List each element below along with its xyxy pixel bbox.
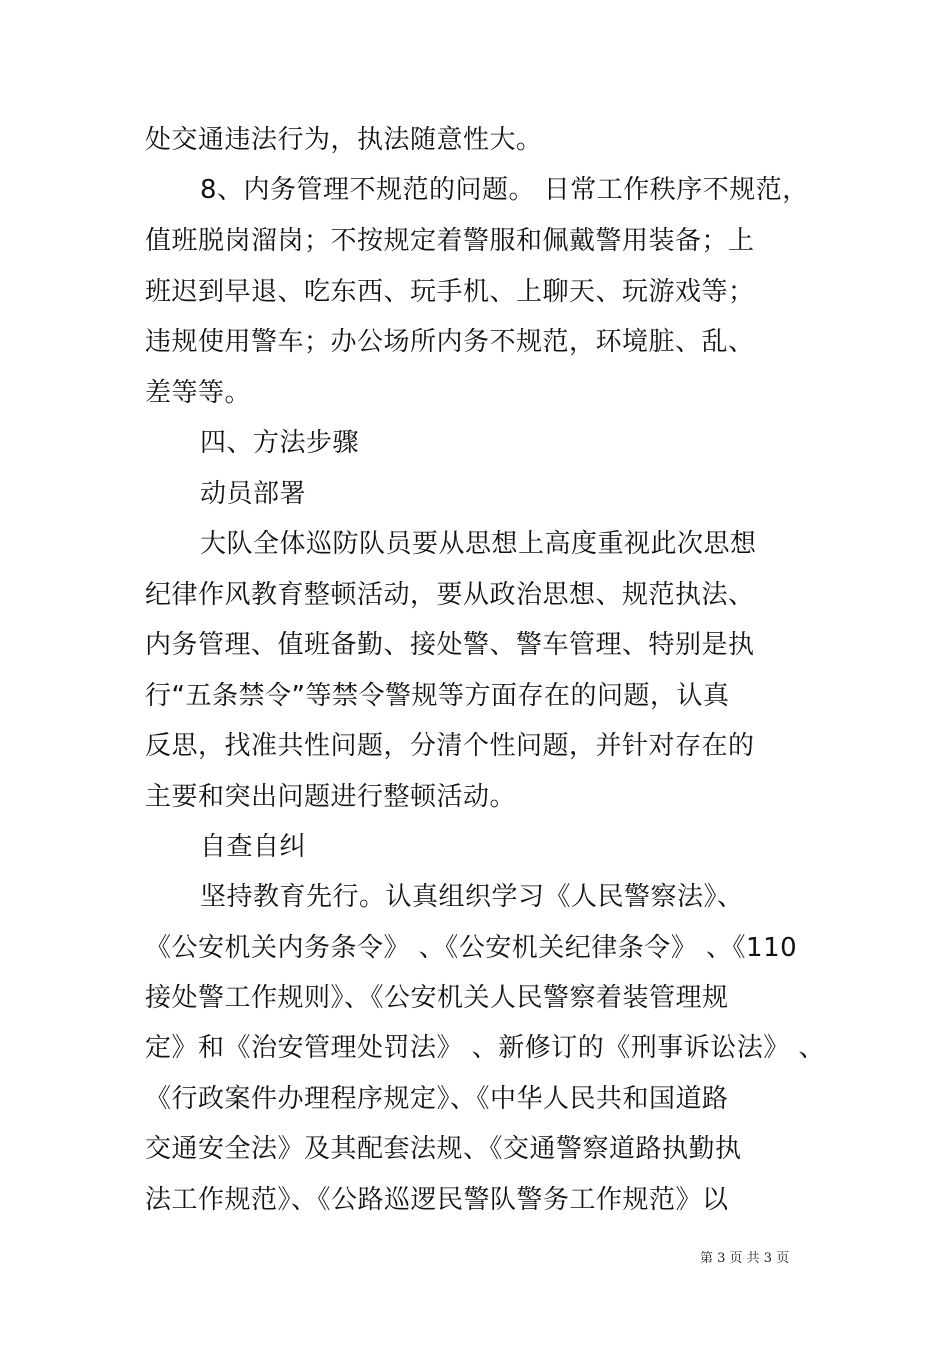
subsection-heading: 自查自纠	[200, 832, 307, 862]
text-line: 《行政案件办理程序规定》、《中华人民共和国道路	[145, 1084, 729, 1114]
text-line: 坚持教育先行。认真组织学习《人民警察法》、	[200, 882, 744, 912]
text-line: 交通安全法》及其配套法规、《交通警察道路执勤执	[145, 1134, 742, 1164]
text-line: 8、内务管理不规范的问题。 日常工作秩序不规范，	[200, 175, 809, 205]
text-line: 值班脱岗溜岗；不按规定着警服和佩戴警用装备；上	[145, 226, 755, 256]
subsection-heading: 动员部署	[200, 479, 307, 509]
text-line: 定》和《治安管理处罚法》 、新修订的《刑事诉讼法》 、	[145, 1033, 826, 1063]
text-line: 大队全体巡防队员要从思想上高度重视此次思想	[200, 529, 757, 559]
text-line: 行“五条禁令”等禁令警规等方面存在的问题，认真	[145, 681, 730, 711]
text-line: 内务管理、值班备勤、接处警、警车管理、特别是执	[145, 630, 755, 660]
text-line: 违规使用警车；办公场所内务不规范，环境脏、乱、	[145, 327, 755, 357]
text-line: 班迟到早退、吃东西、玩手机、上聊天、玩游戏等；	[145, 277, 755, 307]
section-heading: 四、方法步骤	[200, 428, 360, 458]
text-line: 差等等。	[145, 378, 252, 408]
text-line: 主要和突出问题进行整顿活动。	[145, 782, 517, 812]
text-line: 反思，找准共性问题，分清个性问题，并针对存在的	[145, 731, 755, 761]
text-line: 接处警工作规则》、《公安机关人民警察着装管理规	[145, 983, 729, 1013]
text-line: 纪律作风教育整顿活动，要从政治思想、规范执法、	[145, 580, 755, 610]
text-line: 处交通违法行为，执法随意性大。	[145, 125, 543, 155]
text-line: 法工作规范》、《公路巡逻民警队警务工作规范》以	[145, 1185, 729, 1215]
text-line: 《公安机关内务条令》 、《公安机关纪律条令》 、《110	[145, 933, 798, 963]
page-number: 第 3 页 共 3 页	[700, 1251, 790, 1266]
